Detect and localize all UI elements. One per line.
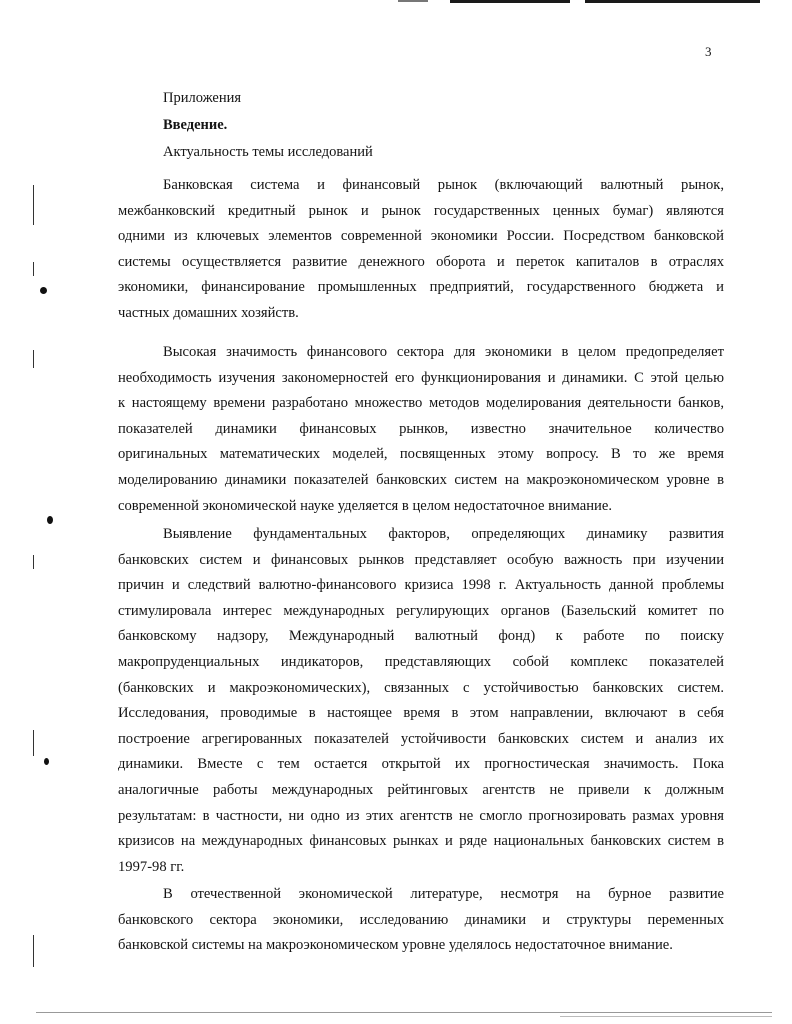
text-line: экономики, финансирование промышленных предприятий, государственного бюджета и [118, 279, 724, 296]
text-line: результатам: в частности, ни одно из этих агентств не смогло прогнозировать размах уровня [118, 807, 724, 824]
scan-speck [44, 758, 49, 765]
text-line: межбанковский кредитный рынок и рынок государственных ценных бумаг) являются [118, 202, 724, 219]
text-line: к настоящему времени разработано множество методов моделирования деятельности банков, [118, 395, 724, 412]
scan-margin-mark [33, 185, 34, 225]
text-line: Высокая значимость финансового сектора для экономики в целом предопределяет [163, 344, 724, 360]
text-line: моделированию динамики показателей банковских систем на макроэкономическом уровне в [118, 471, 724, 488]
text-line: 1997-98 гг. [118, 858, 185, 875]
text-line: аналогичные работы международных рейтинговых агентств не привели к должным [118, 781, 724, 798]
text-line: банковского сектора экономики, исследованию динамики и структуры переменных [118, 911, 724, 928]
scan-margin-mark [33, 730, 34, 756]
heading-relevance: Актуальность темы исследований [163, 144, 373, 160]
text-line: динамики. Вместе с тем остается открытой их прогностическая значимость. Пока [118, 756, 724, 773]
scan-speck [47, 516, 53, 524]
scan-margin-mark [33, 350, 34, 368]
text-line: банковскому надзору, Международный валютный фонд) к работе по поиску [118, 628, 724, 645]
text-line: В отечественной экономической литературе, несмотря на бурное развитие [163, 886, 724, 902]
text-line: банковских систем и финансовых рынков представляет особую важность при изучении [118, 551, 724, 568]
paragraph [118, 340, 724, 519]
scan-artifact-bar [398, 0, 428, 2]
scan-speck [40, 287, 47, 294]
text-line: системы осуществляется развитие денежного оборота и переток капиталов в отраслях [118, 253, 724, 270]
paragraph [118, 173, 724, 327]
text-line: макропруденциальных индикаторов, представляющих собой комплекс показателей [118, 653, 724, 670]
scan-margin-mark [33, 555, 34, 569]
scan-edge-line [560, 1016, 772, 1017]
text-line: Банковская система и финансовый рынок (включающий валютный рынок, [163, 177, 724, 193]
text-line: Исследования, проводимые в настоящее время в этом направлении, включают в себя [118, 705, 724, 722]
text-line: частных домашних хозяйств. [118, 304, 299, 321]
scan-margin-mark [33, 262, 34, 276]
text-line: оригинальных математических моделей, посвященных этому вопросу. В то же время [118, 446, 724, 463]
scan-margin-mark [33, 935, 34, 967]
page-number: 3 [705, 44, 712, 59]
scan-artifact-bar [450, 0, 570, 3]
text-line: одними из ключевых элементов современной экономики России. Посредством банковской [118, 228, 724, 245]
scan-edge-line [36, 1012, 772, 1013]
text-line: показателей динамики финансовых рынков, известно значительное количество [118, 420, 724, 437]
text-line: построение агрегированных показателей устойчивости банковских систем и анализ их [118, 730, 724, 747]
text-line: банковской системы на макроэкономическом уровне уделялось недостаточное внимание. [118, 937, 673, 954]
text-line: стимулировала интерес международных регулирующих органов (Базельский комитет по [118, 602, 724, 619]
text-line: современной экономической науке уделяется в целом недостаточное внимание. [118, 497, 612, 514]
paragraph [118, 522, 724, 880]
paragraph [118, 882, 724, 959]
scan-artifact-bar [585, 0, 760, 3]
text-line: (банковских и макроэкономических), связанных с устойчивостью банковских систем. [118, 679, 724, 696]
text-line: причин и следствий валютно-финансового кризиса 1998 г. Актуальность данной проблемы [118, 577, 724, 594]
text-line: кризисов на международных финансовых рынках и ряде национальных банковских систем в [118, 833, 724, 850]
text-line: Выявление фундаментальных факторов, определяющих динамику развития [163, 526, 724, 542]
heading-appendices: Приложения [163, 90, 242, 106]
heading-introduction: Введение. [163, 117, 228, 133]
text-line: необходимость изучения закономерностей его функционирования и динамики. С этой целью [118, 369, 724, 386]
